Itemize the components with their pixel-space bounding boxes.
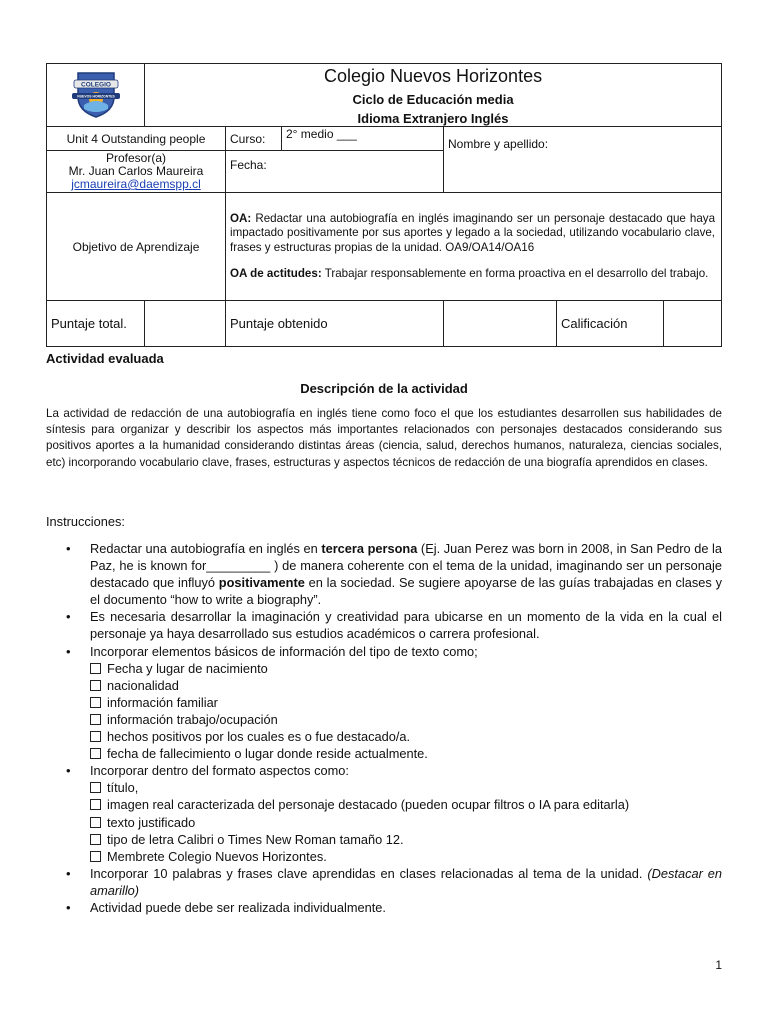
- name-label: Nombre y apellido:: [448, 137, 549, 151]
- grade-cell: [557, 301, 722, 347]
- logo-cell: [47, 64, 145, 127]
- list-item: • Redactar una autobiografía en inglés en tercera persona (Ej. Juan Perez was born in 2008, in San Pedro de la Paz, he is known for_________ ) de manera coherente con el tema de la unidad, imaginando ser un personaje destacado que influyó positivamente en la sociedad. Se sugiere apoyarse de las guías trabajadas en clases y el documento “how to write a biography”.: [46, 540, 722, 608]
- checkbox-item: información trabajo/ocupación: [90, 711, 722, 728]
- checkbox-icon[interactable]: [90, 817, 101, 828]
- svg-text:COLEGIO: COLEGIO: [80, 81, 111, 88]
- date-label: Fecha:: [230, 158, 267, 172]
- objective-label: Objetivo de Aprendizaje: [47, 193, 226, 301]
- school-name: Colegio Nuevos Horizontes: [323, 66, 543, 86]
- checkbox-icon[interactable]: [90, 680, 101, 691]
- checkbox-item: hechos positivos por los cuales es o fue destacado/a.: [90, 728, 722, 745]
- checkbox-item: título,: [90, 779, 722, 796]
- checkbox-item: Membrete Colegio Nuevos Horizontes.: [90, 848, 722, 865]
- oa-attitudes-paragraph: OA de actitudes: Trabajar responsablemente en forma proactiva en el desarrollo del trabajo.: [230, 266, 709, 280]
- teacher-name: Mr. Juan Carlos Maureira: [68, 164, 204, 178]
- description-paragraph: La actividad de redacción de una autobiografía en inglés tiene como foco el que los estudiantes desarrollen sus habilidades de síntesis para organizar y describir los aspectos más importantes relacionados con personajes destacados considerando sus positivos aportes a la humanidad considerando distintas áreas (ciencia, salud, derechos humanos, naturaleza, ciencias sociales, etc) incorporando vocabulario clave, frases, estructuras y aspectos técnicos de redacción de una biografía aprendidos en clases.: [46, 407, 722, 469]
- description-title: Descripción de la actividad: [300, 381, 468, 396]
- list-item: • Incorporar elementos básicos de información del tipo de texto como; Fecha y lugar de nacimiento nacionalidad información familiar información trabajo/ocupación hechos positivos por los cuales es o fue destacado/a. fecha de fallecimiento o lugar donde reside actualmente.: [46, 643, 722, 763]
- checkbox-item: Fecha y lugar de nacimiento: [90, 660, 722, 677]
- objective-cell: [226, 193, 722, 301]
- school-title-cell: [145, 64, 722, 127]
- oa-paragraph: OA: Redactar una autobiografía en inglés imaginando ser un personaje destacado que haya impactado positivamente por sus aportes y legado a la sociedad, utilizando vocabulario clave, frases y estructuras propias de la unidad. OA9/OA14/OA16: [230, 212, 716, 254]
- checkbox-icon[interactable]: [90, 714, 101, 725]
- unit-cell: Unit 4 Outstanding people: [47, 127, 226, 151]
- page-number: 1: [715, 958, 722, 972]
- grade-field[interactable]: [664, 301, 721, 346]
- instructions-list: [46, 540, 722, 916]
- checkbox-item: imagen real caracterizada del personaje destacado (pueden ocupar filtros o IA para editarla): [90, 796, 722, 813]
- teacher-email-link[interactable]: jcmaureira@daemspp.cl: [71, 177, 201, 191]
- list-item: • Es necesaria desarrollar la imaginación y creatividad para ubicarse en un momento de la vida en la cual el personaje ya haya desarrollado sus estudios académicos o carrera profesional.: [46, 608, 722, 642]
- checkbox-item: fecha de fallecimiento o lugar donde reside actualmente.: [90, 745, 722, 762]
- checkbox-icon[interactable]: [90, 731, 101, 742]
- checkbox-item: texto justificado: [90, 814, 722, 831]
- checkbox-icon[interactable]: [90, 663, 101, 674]
- list-item: • Actividad puede debe ser realizada individualmente.: [46, 899, 722, 916]
- instructions-label: Instrucciones:: [46, 514, 125, 529]
- date-field[interactable]: [226, 151, 444, 193]
- school-logo: [70, 69, 122, 119]
- checkbox-item: nacionalidad: [90, 677, 722, 694]
- subject-title: Idioma Extranjero Inglés: [357, 111, 509, 126]
- checkbox-icon[interactable]: [90, 834, 101, 845]
- teacher-label: Profesor(a): [105, 151, 167, 165]
- obtained-score-label: Puntaje obtenido: [226, 301, 444, 347]
- course-label: Curso:: [226, 127, 282, 151]
- course-value[interactable]: 2° medio ___: [282, 127, 444, 151]
- svg-text:NUEVOS HORIZONTES: NUEVOS HORIZONTES: [76, 94, 115, 99]
- header-table: [46, 63, 722, 347]
- name-field[interactable]: [444, 127, 722, 193]
- list-item: • Incorporar 10 palabras y frases clave aprendidas en clases relacionadas al tema de la unidad. (Destacar en amarillo): [46, 865, 722, 899]
- cycle-title: Ciclo de Educación media: [352, 92, 514, 107]
- checkbox-item: información familiar: [90, 694, 722, 711]
- grade-label: Calificación: [557, 301, 664, 346]
- checkbox-icon[interactable]: [90, 697, 101, 708]
- checkbox-icon[interactable]: [90, 799, 101, 810]
- list-item: • Incorporar dentro del formato aspectos como: título, imagen real caracterizada del personaje destacado (pueden ocupar filtros o IA para editarla) texto justificado tipo de letra Calibri o Times New Roman tamaño 12. Membrete Colegio Nuevos Horizontes.: [46, 762, 722, 865]
- total-score-label: Puntaje total.: [47, 301, 145, 347]
- activity-title: Actividad evaluada: [46, 351, 164, 366]
- total-score-field[interactable]: [145, 301, 226, 347]
- checkbox-icon[interactable]: [90, 748, 101, 759]
- checkbox-item: tipo de letra Calibri o Times New Roman tamaño 12.: [90, 831, 722, 848]
- checkbox-icon[interactable]: [90, 851, 101, 862]
- teacher-cell: [47, 151, 226, 193]
- obtained-score-field[interactable]: [444, 301, 557, 347]
- checkbox-icon[interactable]: [90, 782, 101, 793]
